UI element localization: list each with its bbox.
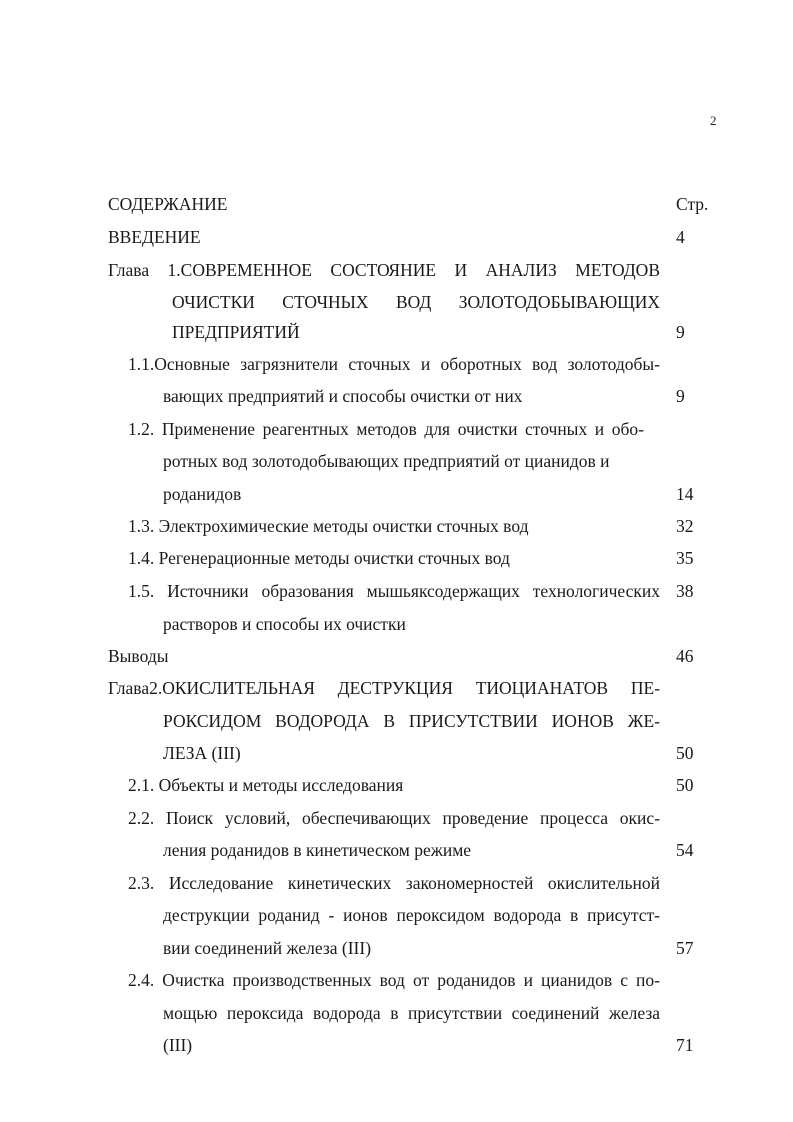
- toc-entry-page: 46: [676, 646, 694, 666]
- toc-entry-line: ЛЕЗА (III): [163, 743, 241, 763]
- toc-entry-line: вающих предприятий и способы очистки от них: [163, 386, 523, 406]
- toc-entry-line: 2.3. Исследование кинетических закономерностей окислительной: [128, 873, 660, 893]
- toc-entry-line: 2.4. Очистка производственных вод от роданидов и цианидов с по-: [128, 970, 660, 990]
- toc-entry-line: РОКСИДОМ ВОДОРОДА В ПРИСУТСТВИИ ИОНОВ ЖЕ-: [163, 711, 660, 731]
- toc-entry-page: 50: [676, 743, 694, 763]
- toc-entry-line: 1.5. Источники образования мышьяксодержащих технологических: [128, 581, 660, 601]
- toc-entry-line: ОЧИСТКИ СТОЧНЫХ ВОД ЗОЛОТОДОБЫВАЮЩИХ: [172, 292, 660, 312]
- toc-entry-line: 1.4. Регенерационные методы очистки сточных вод: [128, 548, 510, 568]
- toc-entry-line: роданидов: [163, 484, 242, 504]
- toc-entry-line: растворов и способы их очистки: [163, 614, 406, 634]
- toc-entry-page: 32: [676, 516, 694, 536]
- toc-entry-page: 57: [676, 938, 694, 958]
- toc-entry-page: 54: [676, 840, 694, 860]
- toc-entry-page: 71: [676, 1035, 694, 1055]
- toc-entry-line: 2.1. Объекты и методы исследования: [128, 775, 404, 795]
- toc-entry-line: ротных вод золотодобывающих предприятий от цианидов и: [163, 451, 610, 471]
- toc-entry-page: 50: [676, 775, 694, 795]
- toc-title: СОДЕРЖАНИЕ: [108, 194, 228, 214]
- toc-entry-page: 4: [676, 227, 685, 247]
- toc-entry-line: вии соединений железа (III): [163, 938, 372, 958]
- toc-entry-line: ВВЕДЕНИЕ: [108, 227, 201, 247]
- toc-entry-page: 38: [676, 581, 694, 601]
- toc-entry-line: деструкции роданид - ионов пероксидом водорода в присутст-: [163, 905, 660, 925]
- toc-entry-line: мощью пероксида водорода в присутствии соединений железа: [163, 1003, 660, 1023]
- toc-entry-line: Глава 1.СОВРЕМЕННОЕ СОСТОЯНИЕ И АНАЛИЗ МЕТОДОВ: [108, 260, 660, 280]
- toc-entry-page: 14: [676, 484, 694, 504]
- page-number: 2: [710, 113, 717, 128]
- toc-entry-line: ПРЕДПРИЯТИЙ: [172, 322, 300, 342]
- toc-entry-line: 1.3. Электрохимические методы очистки сточных вод: [128, 516, 529, 536]
- toc-entry-line: 2.2. Поиск условий, обеспечивающих проведение процесса окис-: [128, 808, 660, 828]
- toc-entry-line: Выводы: [108, 646, 169, 666]
- toc-entry-page: 35: [676, 548, 694, 568]
- page-column-header: Стр.: [676, 194, 709, 214]
- toc-entry-line: Глава2.ОКИСЛИТЕЛЬНАЯ ДЕСТРУКЦИЯ ТИОЦИАНАТОВ ПЕ-: [108, 678, 660, 698]
- toc-entry-line: 1.2. Применение реагентных методов для очистки сточных и обо-: [128, 419, 644, 439]
- toc-entry-line: ления роданидов в кинетическом режиме: [163, 840, 472, 860]
- toc-entry-line: 1.1.Основные загрязнители сточных и оборотных вод золотодобы-: [128, 354, 660, 374]
- toc-entry-page: 9: [676, 386, 685, 406]
- toc-entry-page: 9: [676, 322, 685, 342]
- toc-entry-line: (III): [163, 1035, 193, 1055]
